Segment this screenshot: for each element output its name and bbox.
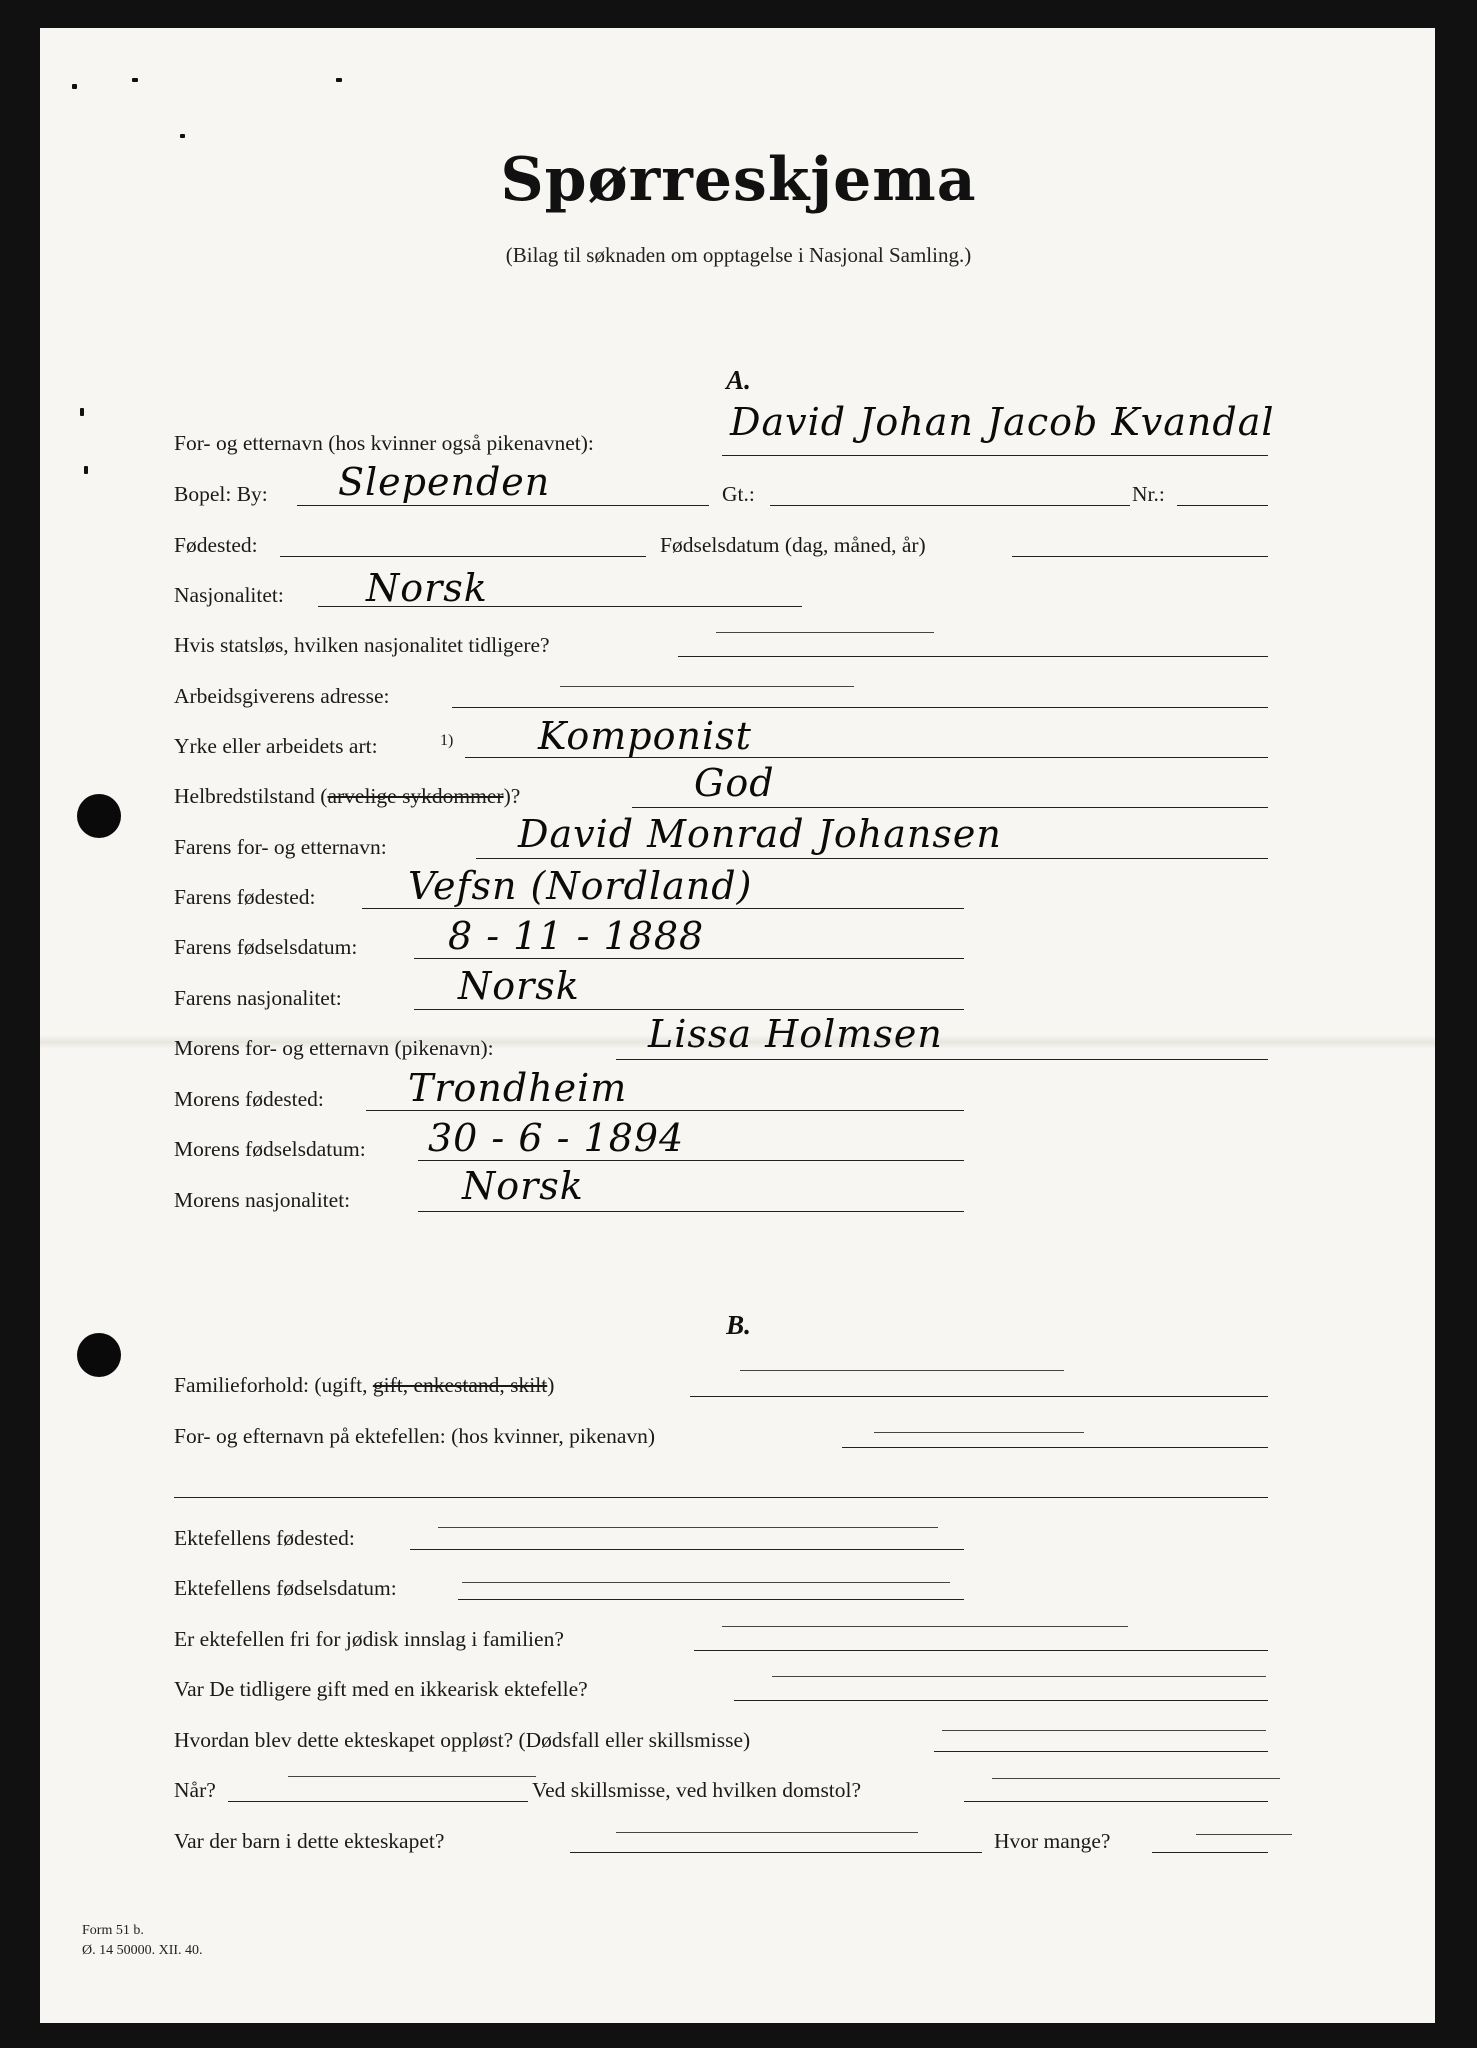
jodisk-field[interactable] bbox=[694, 1650, 1268, 1651]
far-nasj-value: Norsk bbox=[458, 964, 580, 1008]
jodisk-dash bbox=[722, 1626, 1128, 1627]
name-field[interactable] bbox=[722, 455, 1268, 456]
ektefelle-field[interactable] bbox=[842, 1447, 1268, 1448]
fodested-label: Fødested: bbox=[174, 533, 258, 557]
arbeidsgiver-dash bbox=[560, 686, 854, 687]
barn-dash bbox=[616, 1832, 918, 1833]
far-nasj-field[interactable] bbox=[414, 1009, 964, 1010]
speck bbox=[72, 84, 77, 89]
form-number: Form 51 b. bbox=[82, 1923, 144, 1938]
familie-dash bbox=[740, 1370, 1064, 1371]
tidligere-dash bbox=[772, 1676, 1266, 1677]
mor-fodested-label: Morens fødested: bbox=[174, 1087, 324, 1111]
form-subtitle: (Bilag til søknaden om opptagelse i Nasjonal Samling.) bbox=[505, 243, 972, 267]
familie-field[interactable] bbox=[690, 1396, 1268, 1397]
far-datum-field[interactable] bbox=[414, 958, 964, 959]
mor-nasj-label: Morens nasjonalitet: bbox=[174, 1188, 351, 1212]
fodselsdatum-field[interactable] bbox=[1012, 556, 1268, 557]
hvor-mange-field[interactable] bbox=[1152, 1852, 1268, 1853]
yrke-note: 1) bbox=[440, 732, 454, 749]
speck bbox=[336, 78, 342, 82]
hvor-mange-dash bbox=[1196, 1834, 1292, 1835]
yrke-value: Komponist bbox=[538, 714, 752, 758]
far-nasj-label: Farens nasjonalitet: bbox=[174, 986, 342, 1010]
name-label: For- og etternavn (hos kvinner også pikenavnet): bbox=[174, 431, 594, 455]
ektefelle-label: For- og efternavn på ektefellen: (hos kvinner, pikenavn) bbox=[174, 1424, 656, 1448]
mor-datum-label: Morens fødselsdatum: bbox=[174, 1137, 366, 1161]
speck bbox=[80, 408, 84, 416]
arbeidsgiver-field[interactable] bbox=[452, 707, 1268, 708]
nr-label: Nr.: bbox=[1132, 482, 1165, 506]
bopel-value: Slependen bbox=[338, 460, 551, 504]
far-navn-label: Farens for- og etternavn: bbox=[174, 835, 387, 859]
tidligere-label: Var De tidligere gift med en ikkearisk ektefelle? bbox=[174, 1677, 588, 1701]
statslos-field[interactable] bbox=[678, 656, 1268, 657]
nr-field[interactable] bbox=[1177, 505, 1268, 506]
far-fodested-label: Farens fødested: bbox=[174, 885, 316, 909]
mor-fodested-field[interactable] bbox=[366, 1110, 964, 1111]
ekt-datum-dash bbox=[462, 1582, 950, 1583]
ektefelle-dash bbox=[874, 1432, 1084, 1433]
far-navn-field[interactable] bbox=[476, 858, 1268, 859]
far-datum-label: Farens fødselsdatum: bbox=[174, 935, 358, 959]
section-b-heading: B. bbox=[726, 1310, 751, 1340]
print-info: Ø. 14 50000. XII. 40. bbox=[82, 1943, 203, 1958]
ekt-fodested-field[interactable] bbox=[410, 1549, 964, 1550]
domstol-dash bbox=[992, 1778, 1280, 1779]
bopel-field[interactable] bbox=[297, 505, 709, 506]
mor-nasj-value: Norsk bbox=[462, 1164, 584, 1208]
nasjonalitet-label: Nasjonalitet: bbox=[174, 583, 284, 607]
jodisk-label: Er ektefellen fri for jødisk innslag i familien? bbox=[174, 1627, 564, 1651]
form-title: Spørreskjema bbox=[500, 145, 977, 215]
opplost-label: Hvordan blev dette ekteskapet oppløst? (Dødsfall eller skillsmisse) bbox=[174, 1728, 751, 1752]
bopel-label: Bopel: By: bbox=[174, 482, 268, 506]
mor-datum-value: 30 - 6 - 1894 bbox=[428, 1116, 685, 1160]
nasjonalitet-value: Norsk bbox=[366, 566, 488, 610]
opplost-field[interactable] bbox=[934, 1751, 1268, 1752]
opplost-dash bbox=[942, 1730, 1266, 1731]
ekt-fodested-dash bbox=[438, 1527, 938, 1528]
familie-label: Familieforhold: (ugift, gift, enkestand, skilt) bbox=[174, 1373, 555, 1397]
naar-field[interactable] bbox=[228, 1801, 528, 1802]
ektefelle-field-2[interactable] bbox=[174, 1497, 1268, 1498]
arbeidsgiver-label: Arbeidsgiverens adresse: bbox=[174, 684, 390, 708]
speck bbox=[132, 78, 138, 82]
ekt-fodested-label: Ektefellens fødested: bbox=[174, 1526, 355, 1550]
mor-datum-field[interactable] bbox=[418, 1160, 964, 1161]
barn-label: Var der barn i dette ekteskapet? bbox=[174, 1829, 445, 1853]
gt-label: Gt.: bbox=[722, 482, 755, 506]
fodested-field[interactable] bbox=[280, 556, 646, 557]
naar-label: Når? bbox=[174, 1778, 216, 1802]
yrke-label: Yrke eller arbeidets art: bbox=[174, 734, 378, 758]
helbred-value: God bbox=[694, 761, 775, 805]
far-fodested-value: Vefsn (Nordland) bbox=[408, 864, 753, 908]
far-datum-value: 8 - 11 - 1888 bbox=[448, 914, 705, 958]
gt-field[interactable] bbox=[770, 505, 1130, 506]
helbred-field[interactable] bbox=[632, 807, 1268, 808]
speck bbox=[84, 466, 88, 474]
far-navn-value: David Monrad Johansen bbox=[518, 812, 1002, 856]
domstol-field[interactable] bbox=[964, 1801, 1268, 1802]
ekt-datum-field[interactable] bbox=[458, 1599, 964, 1600]
section-a-heading: A. bbox=[726, 365, 751, 395]
ekt-datum-label: Ektefellens fødselsdatum: bbox=[174, 1576, 397, 1600]
mor-navn-field[interactable] bbox=[616, 1059, 1268, 1060]
hvor-mange-label: Hvor mange? bbox=[994, 1829, 1111, 1853]
speck bbox=[180, 134, 185, 138]
mor-navn-label: Morens for- og etternavn (pikenavn): bbox=[174, 1036, 494, 1060]
mor-nasj-field[interactable] bbox=[418, 1211, 964, 1212]
statslos-label: Hvis statsløs, hvilken nasjonalitet tidligere? bbox=[174, 633, 550, 657]
fodselsdatum-label: Fødselsdatum (dag, måned, år) bbox=[660, 533, 926, 557]
naar-dash bbox=[288, 1776, 536, 1777]
statslos-dash bbox=[716, 632, 934, 633]
mor-navn-value: Lissa Holmsen bbox=[648, 1012, 943, 1056]
far-fodested-field[interactable] bbox=[362, 908, 964, 909]
barn-field[interactable] bbox=[570, 1852, 982, 1853]
domstol-label: Ved skillsmisse, ved hvilken domstol? bbox=[532, 1778, 862, 1802]
helbred-label: Helbredstilstand (arvelige sykdommer)? bbox=[174, 784, 521, 808]
tidligere-field[interactable] bbox=[734, 1700, 1268, 1701]
mor-fodested-value: Trondheim bbox=[408, 1066, 628, 1110]
punch-hole bbox=[77, 794, 121, 838]
name-value: David Johan Jacob Kvandal bbox=[730, 400, 1275, 444]
